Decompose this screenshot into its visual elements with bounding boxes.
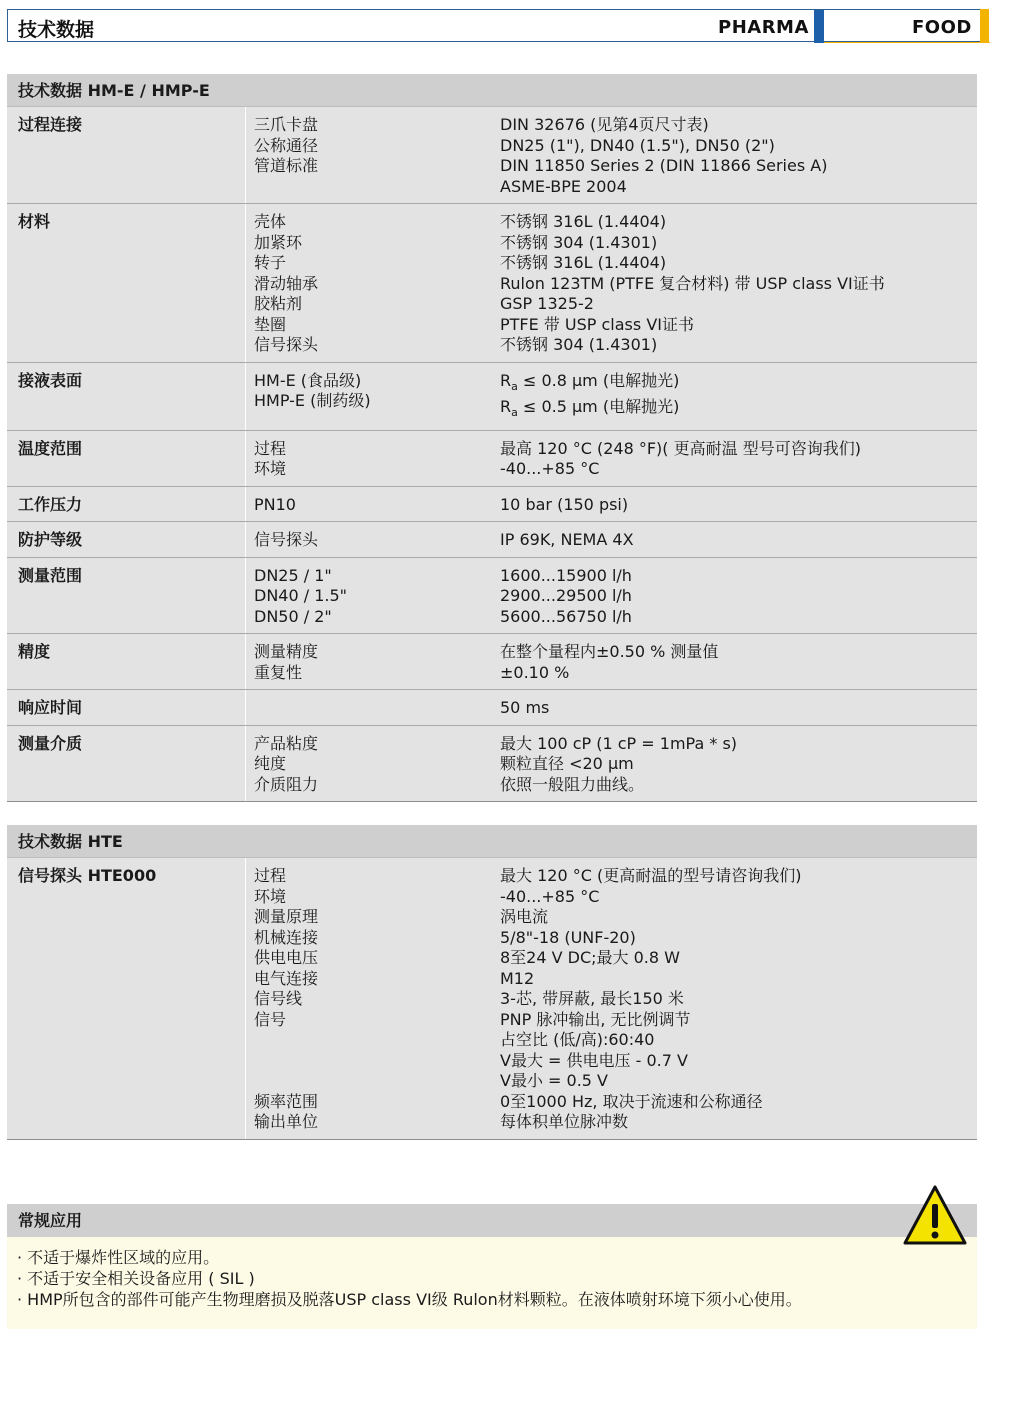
spec-parameter: 信号线 xyxy=(254,989,303,1008)
spec-parameter: 壳体 xyxy=(254,212,287,231)
spec-parameter-cell xyxy=(245,487,492,522)
food-color-bar xyxy=(980,9,989,43)
spec-category: 温度范围 xyxy=(18,438,83,458)
spec-value xyxy=(500,371,977,398)
spec-parameter-cell xyxy=(245,363,492,430)
spec-rows xyxy=(7,107,977,802)
roughness-subscript: a xyxy=(511,379,518,393)
page-title: 技术数据 xyxy=(18,19,95,41)
spec-parameter-cell xyxy=(245,204,492,362)
spec-value-cell xyxy=(492,204,977,362)
spec-parameter-cell xyxy=(245,431,492,486)
spec-value: 1600...15900 l/h xyxy=(500,565,632,585)
spec-parameter-cell xyxy=(245,558,492,634)
spec-value: Rulon 123TM (PTFE 复合材料) 带 USP class VI证书 xyxy=(500,273,885,293)
spec-row xyxy=(7,634,977,690)
spec-value-cell xyxy=(492,363,977,430)
roughness-subscript: a xyxy=(511,406,518,420)
note-item: · HMP所包含的部件可能产生物理磨损及脱落USP class VI级 Rulon材料颗粒。在液体喷射环境下须小心使用。 xyxy=(17,1290,802,1309)
spec-category: 精度 xyxy=(18,642,51,662)
spec-value: 颗粒直径 <20 µm xyxy=(500,754,634,774)
spec-value: 每体积单位脉冲数 xyxy=(500,1112,629,1131)
spec-parameter xyxy=(254,1030,492,1051)
spec-row xyxy=(7,726,977,803)
spec-category: 材料 xyxy=(18,212,51,231)
spec-row xyxy=(7,107,977,204)
spec-value: 不锈钢 304 (1.4301) xyxy=(500,335,658,354)
spec-value-cell xyxy=(492,558,977,634)
spec-parameter: 加紧环 xyxy=(254,232,303,252)
spec-category: 接液表面 xyxy=(18,370,83,390)
note-item: · 不适于安全相关设备应用 ( SIL ) xyxy=(17,1269,255,1288)
spec-value: 涡电流 xyxy=(500,907,549,926)
spec-value: DN25 (1"), DN40 (1.5"), DN50 (2") xyxy=(500,135,775,155)
spec-parameter: 环境 xyxy=(254,886,287,906)
spec-value: 8至24 V DC;最大 0.8 W xyxy=(500,948,680,967)
spec-row xyxy=(7,431,977,487)
spec-parameter: HM-E (食品级) xyxy=(254,370,362,390)
spec-value: 不锈钢 304 (1.4301) xyxy=(500,232,658,252)
spec-row xyxy=(7,558,977,635)
spec-table-hm-e xyxy=(7,74,977,802)
spec-value: -40...+85 °C xyxy=(500,886,600,906)
spec-parameter: 环境 xyxy=(254,459,287,479)
spec-row xyxy=(7,690,977,726)
spec-parameter: 供电电压 xyxy=(254,948,319,967)
spec-category: 工作压力 xyxy=(18,494,83,514)
spec-value: 依照一般阻力曲线。 xyxy=(500,774,645,794)
spec-parameter: 信号探头 xyxy=(254,530,319,550)
spec-parameter: 电气连接 xyxy=(254,968,319,988)
spec-value: 不锈钢 316L (1.4404) xyxy=(500,253,667,272)
roughness-symbol: R xyxy=(500,370,512,390)
spec-parameter: 过程 xyxy=(254,438,287,458)
spec-value: DIN 11850 Series 2 (DIN 11866 Series A) xyxy=(500,156,828,175)
spec-value: 在整个量程内±0.50 % 测量值 xyxy=(500,642,719,662)
spec-value: ASME-BPE 2004 xyxy=(500,176,627,196)
spec-parameter: 输出单位 xyxy=(254,1112,319,1131)
spec-row xyxy=(7,522,977,558)
spec-parameter: 滑动轴承 xyxy=(254,273,319,293)
spec-parameter xyxy=(254,1071,492,1092)
spec-value-cell xyxy=(492,634,977,689)
spec-value-cell xyxy=(492,522,977,557)
spec-category: 测量范围 xyxy=(18,565,83,585)
spec-value: IP 69K, NEMA 4X xyxy=(500,530,634,550)
spec-category: 过程连接 xyxy=(18,115,83,134)
spec-value: 50 ms xyxy=(500,698,550,718)
page-header xyxy=(7,9,982,42)
spec-rows xyxy=(7,858,977,1140)
spec-parameter-cell xyxy=(245,634,492,689)
spec-value: 最大 100 cP (1 cP = 1mPa * s) xyxy=(500,733,738,753)
food-underline xyxy=(824,42,990,43)
pharma-color-bar xyxy=(814,10,824,43)
spec-value-cell xyxy=(492,487,977,522)
spec-parameter: 胶粘剂 xyxy=(254,294,303,313)
spec-value: V最大 = 供电电压 - 0.7 V xyxy=(500,1050,688,1070)
spec-parameter: 机械连接 xyxy=(254,927,319,947)
spec-value: PNP 脉冲输出, 无比例调节 xyxy=(500,1009,691,1029)
spec-value-cell xyxy=(492,858,977,1139)
spec-parameter-cell xyxy=(245,726,492,802)
spec-value xyxy=(500,397,977,424)
spec-parameter: HMP-E (制药级) xyxy=(254,391,371,410)
spec-value-cell xyxy=(492,726,977,802)
spec-value: 3-芯, 带屏蔽, 最长150 米 xyxy=(500,989,684,1008)
spec-parameter: 产品粘度 xyxy=(254,733,319,753)
spec-table-hte xyxy=(7,825,977,1140)
spec-parameter: 重复性 xyxy=(254,662,303,682)
spec-parameter-cell xyxy=(245,522,492,557)
spec-value: PTFE 带 USP class VI证书 xyxy=(500,314,694,334)
spec-row xyxy=(7,363,977,431)
spec-parameter xyxy=(254,1051,492,1072)
spec-parameter: 垫圈 xyxy=(254,314,287,334)
spec-row xyxy=(7,858,977,1140)
spec-parameter xyxy=(254,177,492,198)
spec-value: 5600...56750 l/h xyxy=(500,606,632,626)
spec-value-cell xyxy=(492,690,977,725)
spec-value: 最高 120 °C (248 °F)( 更高耐温 型号可咨询我们) xyxy=(500,438,861,458)
spec-value: M12 xyxy=(500,968,535,988)
notes-title: 常规应用 xyxy=(7,1204,977,1237)
spec-parameter-cell xyxy=(245,690,492,725)
spec-parameter-cell xyxy=(245,107,492,203)
spec-parameter: 测量精度 xyxy=(254,642,319,662)
roughness-symbol: R xyxy=(500,397,512,417)
spec-parameter: 信号 xyxy=(254,1009,287,1029)
section-title: 技术数据 HTE xyxy=(7,825,977,858)
spec-category: 防护等级 xyxy=(18,530,83,550)
pharma-tab: PHARMA xyxy=(718,17,809,38)
spec-value: GSP 1325-2 xyxy=(500,294,594,313)
spec-parameter: DN50 / 2" xyxy=(254,606,332,626)
spec-value: DIN 32676 (见第4页尺寸表) xyxy=(500,115,709,134)
spec-parameter-cell xyxy=(245,858,492,1139)
spec-parameter: 转子 xyxy=(254,253,287,272)
spec-parameter: 公称通径 xyxy=(254,135,319,155)
spec-parameter: 管道标准 xyxy=(254,156,319,175)
spec-value: 0至1000 Hz, 取决于流速和公称通径 xyxy=(500,1091,763,1111)
food-tab: FOOD xyxy=(912,17,972,38)
spec-parameter: 介质阻力 xyxy=(254,774,319,794)
spec-value: 不锈钢 316L (1.4404) xyxy=(500,212,667,231)
spec-value: 2900...29500 l/h xyxy=(500,586,632,606)
note-item: · 不适于爆炸性区域的应用。 xyxy=(17,1248,220,1267)
spec-category: 测量介质 xyxy=(18,733,83,753)
spec-value: ±0.10 % xyxy=(500,662,570,682)
spec-parameter: 信号探头 xyxy=(254,335,319,354)
spec-parameter: DN40 / 1.5" xyxy=(254,586,348,606)
spec-category: 信号探头 HTE000 xyxy=(18,866,157,885)
spec-parameter: DN25 / 1" xyxy=(254,565,332,585)
notes-list xyxy=(7,1237,977,1310)
spec-value: 占空比 (低/高):60:40 xyxy=(500,1030,655,1049)
section-title: 技术数据 HM-E / HMP-E xyxy=(7,74,977,107)
spec-value: V最小 = 0.5 V xyxy=(500,1071,609,1090)
roughness-value: ≤ 0.5 µm (电解抛光) xyxy=(517,397,680,417)
spec-parameter: PN10 xyxy=(254,494,296,514)
spec-parameter: 过程 xyxy=(254,866,287,885)
spec-parameter: 纯度 xyxy=(254,754,287,774)
spec-parameter: 频率范围 xyxy=(254,1091,319,1111)
spec-category: 响应时间 xyxy=(18,698,83,718)
spec-row xyxy=(7,204,977,363)
spec-value: 10 bar (150 psi) xyxy=(500,494,629,514)
spec-row xyxy=(7,487,977,523)
spec-value: 最大 120 °C (更高耐温的型号请咨询我们) xyxy=(500,866,802,885)
roughness-value: ≤ 0.8 µm (电解抛光) xyxy=(517,370,680,390)
spec-parameter: 测量原理 xyxy=(254,907,319,926)
spec-value: -40...+85 °C xyxy=(500,459,600,479)
spec-value-cell xyxy=(492,431,977,486)
spec-parameter: 三爪卡盘 xyxy=(254,115,319,134)
general-application-notes xyxy=(7,1204,977,1329)
spec-parameter xyxy=(254,698,492,719)
warning-triangle-icon xyxy=(903,1184,967,1246)
spec-value-cell xyxy=(492,107,977,203)
spec-value: 5/8"-18 (UNF-20) xyxy=(500,927,636,947)
